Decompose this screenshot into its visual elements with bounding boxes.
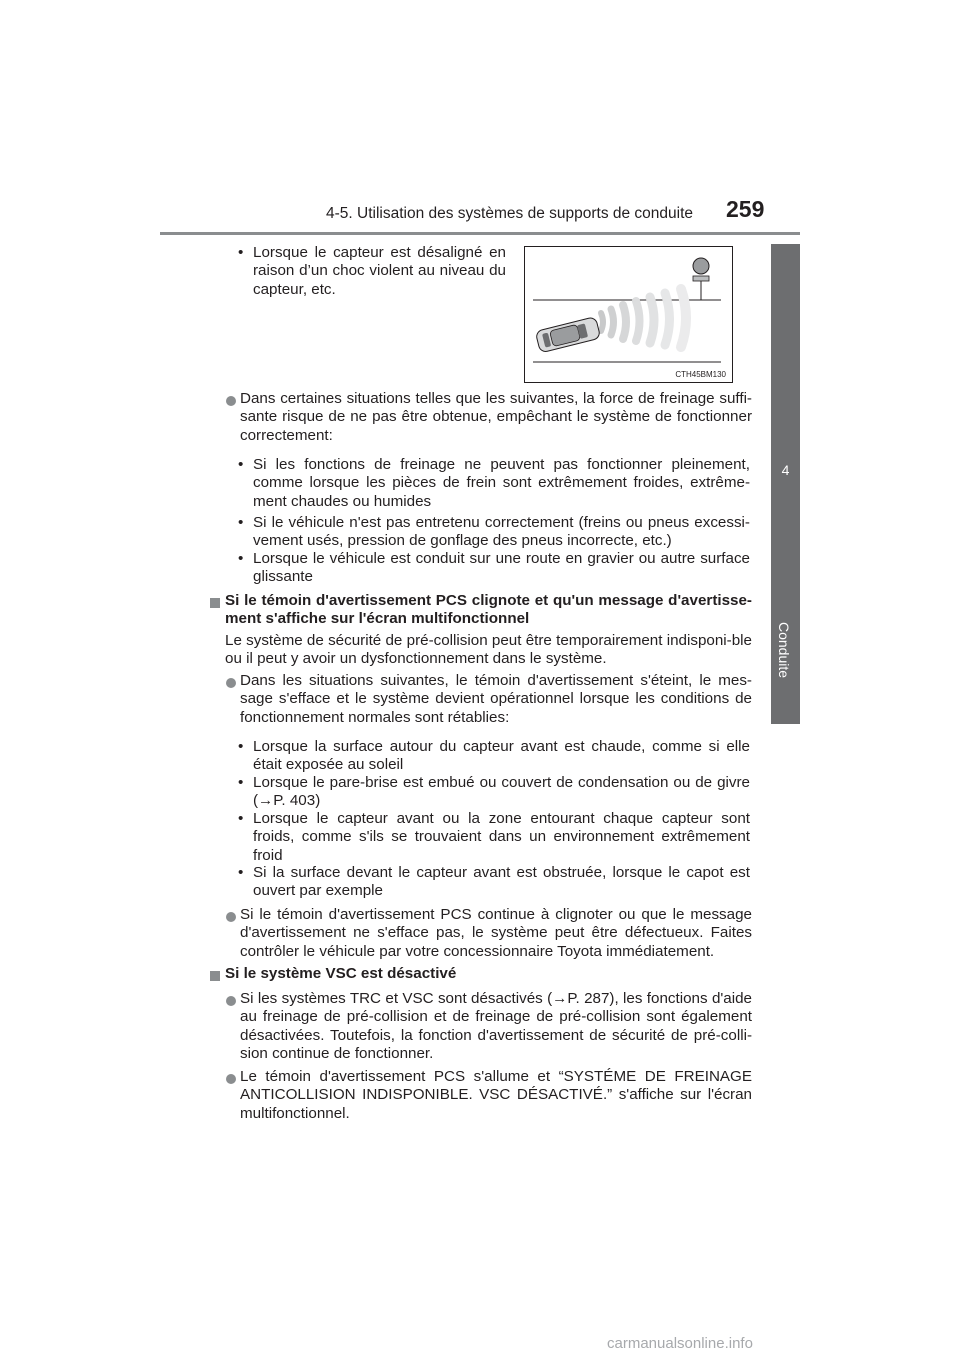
circle-bullet: [226, 912, 236, 922]
dash-bullet: •: [238, 244, 244, 261]
paragraph: Dans les situations suivantes, le témoin d'avertissement s'éteint, le mes-sage s'efface et le système devient opérationnel lorsque les conditions de fonctionnement normales sont rétablies:: [240, 672, 752, 726]
section-heading: Si le témoin d'avertissement PCS clignote et qu'un message d'avertisse-ment s'affiche sur l'écran multifonctionnel: [225, 592, 752, 628]
circle-bullet: [226, 396, 236, 406]
dash-bullet: •: [238, 514, 244, 531]
paragraph: Dans certaines situations telles que les suivantes, la force de freinage suffi-sante risque de ne pas être obtenue, empêchant le système de fonctionner correctement:: [240, 390, 752, 444]
dash-bullet: •: [238, 738, 244, 755]
dash-bullet: •: [238, 550, 244, 567]
section-title: 4-5. Utilisation des systèmes de supports de conduite: [326, 205, 694, 222]
sensor-misalignment-illustration: [524, 246, 733, 383]
paragraph: Le système de sécurité de pré-collision peut être temporairement indisponi-ble ou il peut y avoir un dysfonctionnement dans le système.: [225, 632, 752, 668]
circle-bullet: [226, 996, 236, 1006]
header-rule: [160, 232, 800, 235]
dash-bullet: •: [238, 864, 244, 881]
paragraph: Si le témoin d'avertissement PCS continue à clignoter ou que le message d'avertissement ne s'efface pas, le système peut être défectueux. Faites contrôler le véhicule par votre concessionnaire Toyota immédiatement.: [240, 906, 752, 960]
dash-bullet: •: [238, 810, 244, 827]
paragraph: Si les systèmes TRC et VSC sont désactivés (→P. 287), les fonctions d'aide au freinage de pré-collision et de freinage de pré-collision sont également désactivées. Toutefois, la fonction d'avertissement de sécurité de pré-colli-sion continue de fonctionner.: [240, 990, 752, 1063]
circle-bullet: [226, 678, 236, 688]
list-item: Lorsque le pare-brise est embué ou couvert de condensation ou de givre (→P. 403): [253, 774, 750, 810]
paragraph: Le témoin d'avertissement PCS s'allume et “SYSTÉME DE FREINAGE ANTICOLLISION INDISPONIBLE. VSC DÉSACTIVÉ.” s'affiche sur l'écran multifonctionnel.: [240, 1068, 752, 1122]
chapter-number: 4: [781, 462, 790, 478]
list-item: Si la surface devant le capteur avant est obstruée, lorsque le capot est ouvert par exemple: [253, 864, 750, 900]
square-bullet: [210, 598, 220, 608]
watermark: carmanualsonline.info: [607, 1335, 753, 1352]
circle-bullet: [226, 1074, 236, 1084]
list-item: Si les fonctions de freinage ne peuvent pas fonctionner pleinement, comme lorsque les pièces de frein sont extrêmement froides, extrême-ment chaudes ou humides: [253, 456, 750, 510]
page-number: 259: [726, 196, 765, 222]
list-item: Lorsque le véhicule est conduit sur une route en gravier ou autre surface glissante: [253, 550, 750, 586]
list-item: Lorsque la surface autour du capteur avant est chaude, comme si elle était exposée au soleil: [253, 738, 750, 774]
illustration-drawing: [525, 247, 731, 381]
figure-code: CTH45BM130: [675, 370, 726, 379]
section-heading: Si le système VSC est désactivé: [225, 965, 457, 982]
chapter-label: Conduite: [776, 622, 792, 679]
list-item: Lorsque le capteur est désaligné en raison d’un choc violent au niveau du capteur, etc.: [253, 244, 506, 298]
square-bullet: [210, 971, 220, 981]
dash-bullet: •: [238, 456, 244, 473]
list-item: Lorsque le capteur avant ou la zone entourant chaque capteur sont froids, comme s'ils se trouvaient dans un environnement extrêmement froid: [253, 810, 750, 864]
dash-bullet: •: [238, 774, 244, 791]
list-item: Si le véhicule n'est pas entretenu correctement (freins ou pneus excessi-vement usés, pression de gonflage des pneus incorrecte, etc.): [253, 514, 750, 550]
